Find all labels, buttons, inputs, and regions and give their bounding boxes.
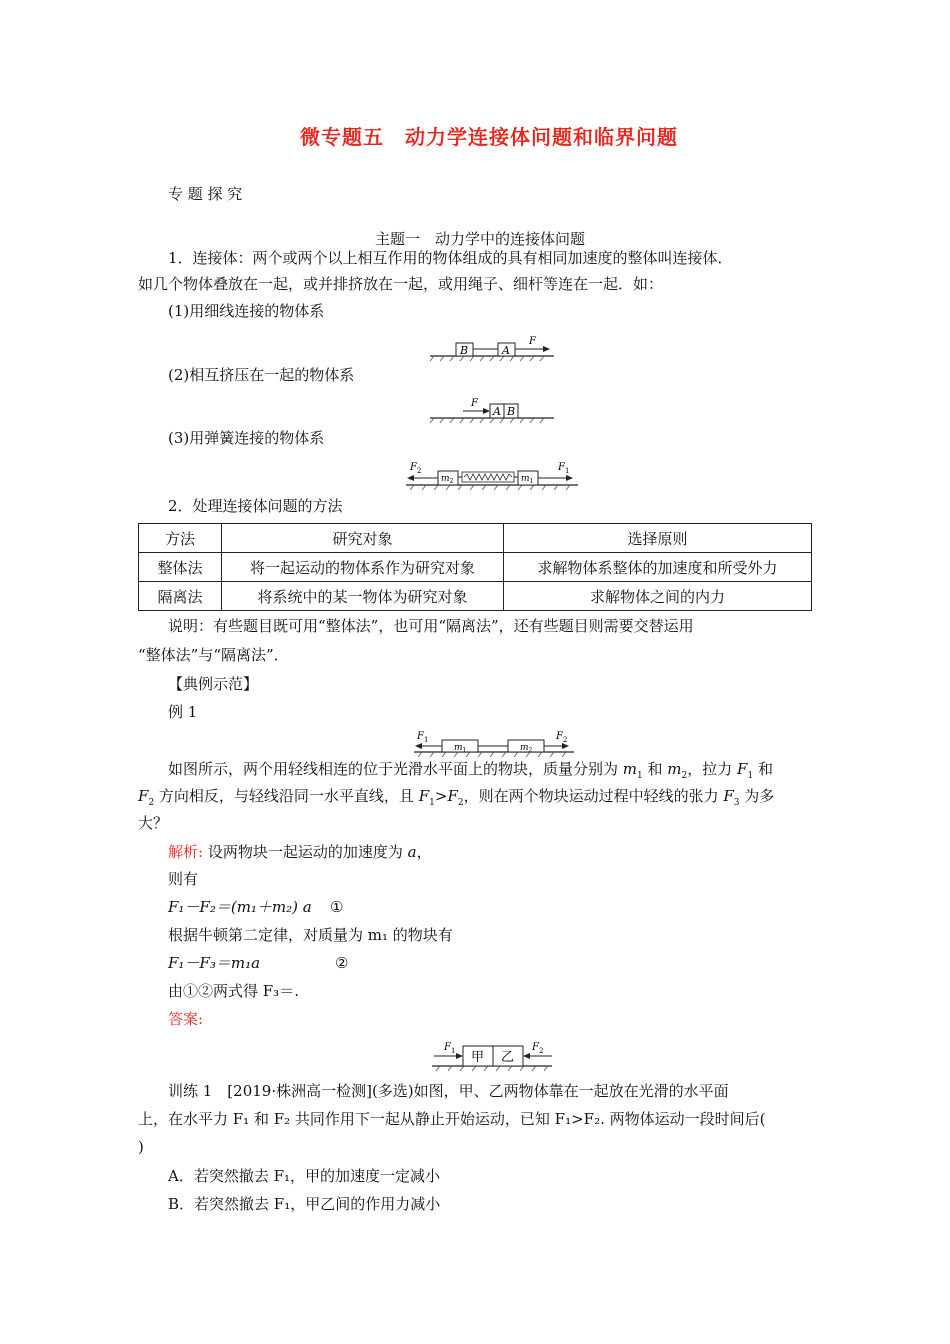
training-line-3: ): [138, 1138, 144, 1156]
derivation-line: 由①②两式得 F₃＝.: [168, 982, 299, 1000]
paragraph-1-line-1: 1．连接体：两个或两个以上相互作用的物体组成的具有相同加速度的整体叫连接体．: [168, 249, 733, 267]
option-b: B．若突然撤去 F₁，甲乙间的作用力减小: [168, 1195, 441, 1213]
block-b-label: B: [507, 405, 516, 418]
figure-spring-connection: [404, 458, 582, 492]
force-f1-label: $F_1$: [417, 731, 429, 744]
equation-1-mark: ①: [330, 898, 344, 916]
block-jia-label: 甲: [471, 1050, 485, 1065]
equation-2: F₁－F₃＝m₁a: [168, 954, 261, 972]
block-a-label: A: [502, 344, 510, 357]
methods-table: [138, 523, 812, 611]
section-heading: 专 题 探 究: [168, 185, 243, 203]
table-cell: 隔离法: [139, 582, 222, 611]
figure-training-1: [430, 1040, 556, 1072]
force-f2-label: $F_2$: [410, 462, 422, 475]
force-f2-label: $F_2$: [532, 1042, 544, 1055]
figure-string-connection: [428, 334, 558, 362]
note-line-1: 说明：有些题目既可用“整体法”，也可用“隔离法”，还有些题目则需要交替运用: [168, 617, 694, 635]
table-cell: 将系统中的某一物体为研究对象: [222, 582, 504, 611]
topic-heading: 主题一 动力学中的连接体问题: [375, 230, 586, 248]
table-header-cell: 选择原则: [504, 524, 812, 553]
training-line-1: 训练 1 [2019·株洲高一检测](多选)如图，甲、乙两物体靠在一起放在光滑的水平面: [168, 1082, 729, 1100]
item-string-connected: (1)用细线连接的物体系: [168, 302, 325, 320]
example-question-line-3: 大？: [138, 814, 169, 832]
mass-m1-label: $m_1$: [454, 743, 467, 754]
analysis-line: 解析: 设两物块一起运动的加速度为 a，: [168, 843, 432, 861]
force-f1-label: $F_1$: [444, 1042, 456, 1055]
equation-1: F₁－F₂＝(m₁＋m₂) a: [168, 898, 312, 916]
mass-m1-label: $m_1$: [521, 474, 534, 485]
block-b-label: B: [460, 344, 469, 357]
then-line: 则有: [168, 870, 199, 888]
force-f2-label: $F_2$: [556, 731, 568, 744]
mass-m2-label: $m_2$: [520, 743, 533, 754]
analysis-label: 解析:: [168, 843, 204, 861]
item-pressed-together: (2)相互挤压在一起的物体系: [168, 366, 355, 384]
figure-example-1: [412, 729, 578, 759]
page-title: 微专题五 动力学连接体问题和临界问题: [300, 125, 678, 149]
block-a-label: A: [493, 405, 501, 418]
block-yi-label: 乙: [501, 1050, 515, 1065]
figure-pressed-blocks: [428, 396, 558, 424]
force-label: F: [529, 336, 536, 347]
newton-line: 根据牛顿第二定律，对质量为 m₁ 的物块有: [168, 926, 453, 944]
training-line-2: 上，在水平力 F₁ 和 F₂ 共同作用下一起从静止开始运动，已知 F₁>F₂. 两物体运动一段时间后(: [138, 1110, 766, 1128]
example-header: 【典例示范】: [168, 675, 259, 693]
item-spring-connected: (3)用弹簧连接的物体系: [168, 429, 325, 447]
answer-label: 答案:: [168, 1010, 204, 1028]
paragraph-1-line-2: 如几个物体叠放在一起，或并排挤放在一起，或用绳子、细杆等连在一起．如：: [138, 275, 664, 293]
table-row: [139, 582, 812, 611]
equation-2-mark: ②: [335, 954, 349, 972]
example-question-line-2: $F_2$ 方向相反，与轻线沿同一水平直线，且 $F_1>F_2$，则在两个物块运动过程中轻线的张力 $F_3$ 为多: [138, 787, 775, 808]
option-a: A．若突然撤去 F₁，甲的加速度一定减小: [168, 1167, 441, 1185]
mass-m2-label: $m_2$: [441, 474, 454, 485]
example-question-line-1: 如图所示，两个用轻线相连的位于光滑水平面上的物块，质量分别为 $m_1$ 和 $m_2$，拉力 $F_1$ 和: [168, 760, 773, 781]
table-header-cell: 方法: [139, 524, 222, 553]
table-cell: 将一起运动的物体系作为研究对象: [222, 553, 504, 582]
note-line-2: “整体法”与“隔离法”．: [138, 646, 289, 664]
example-label: 例 1: [168, 703, 198, 721]
table-cell: 整体法: [139, 553, 222, 582]
force-label: F: [471, 398, 478, 409]
table-cell: 求解物体系整体的加速度和所受外力: [504, 553, 812, 582]
force-f1-label: $F_1$: [558, 462, 570, 475]
table-header-cell: 研究对象: [222, 524, 504, 553]
table-cell: 求解物体之间的内力: [504, 582, 812, 611]
paragraph-2: 2．处理连接体问题的方法: [168, 497, 343, 515]
table-row: [139, 553, 812, 582]
table-header-row: [139, 524, 812, 553]
